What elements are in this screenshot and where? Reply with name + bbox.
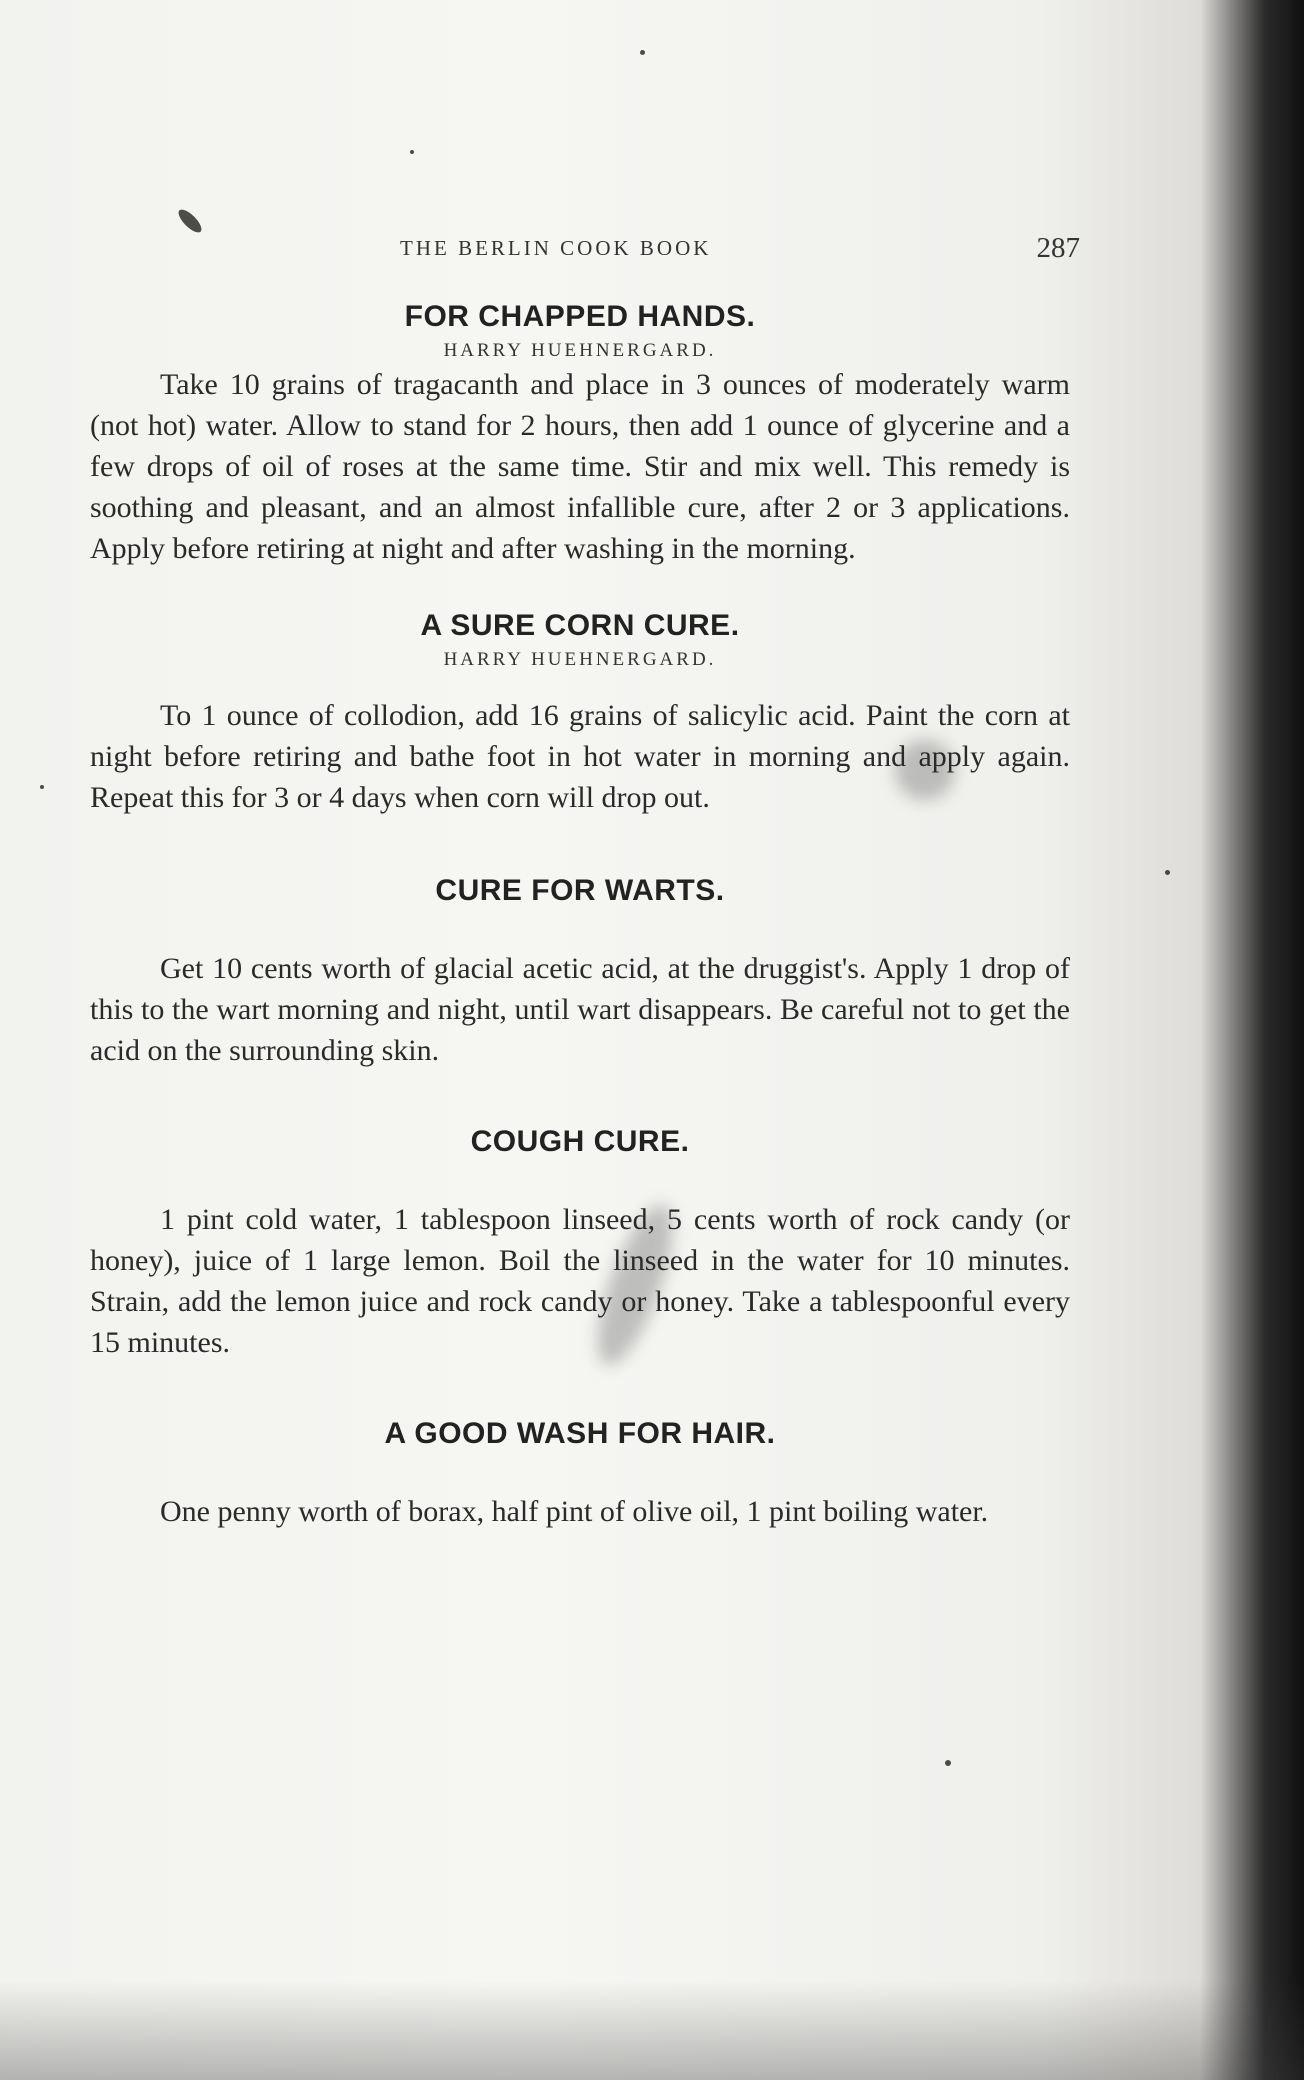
scan-speck (410, 150, 414, 154)
recipe-title: A GOOD WASH FOR HAIR. (384, 1417, 776, 1450)
recipe-author: HARRY HUEHNERGARD. (443, 649, 717, 670)
recipe-title: CURE FOR WARTS. (435, 874, 725, 907)
recipe-chapped-hands (90, 300, 1070, 569)
recipe-warts (90, 874, 1070, 1071)
recipe-text: 1 pint cold water, 1 tablespoon linseed, 5 cents worth of rock candy (or honey), juice of 1 large lemon. Boil the linseed in the water for 10 minutes. Strain, add the lemon juice and rock candy or honey. Take a tablespoonful every 15 minutes. (90, 1203, 1070, 1359)
recipe-hair-wash (90, 1417, 1070, 1532)
recipe-text: Get 10 cents worth of glacial acetic acid, at the druggist's. Apply 1 drop of this to the wart morning and night, until wart disappears. Be careful not to get the acid on the surrounding skin. (90, 952, 1070, 1067)
page-number: 287 (1036, 232, 1080, 264)
recipe-cough-cure (90, 1125, 1070, 1363)
recipe-title: FOR CHAPPED HANDS. (404, 300, 756, 333)
recipe-title: COUGH CURE. (470, 1125, 690, 1158)
scan-speck (640, 50, 645, 55)
recipe-text: One penny worth of borax, half pint of olive oil, 1 pint boiling water. (160, 1495, 989, 1528)
recipe-text: Take 10 grains of tragacanth and place in 3 ounces of moderately warm (not hot) water. Allow to stand for 2 hours, then add 1 ounce of glycerine and a few drops of oil of roses at the same time. Stir and mix well. This remedy is soothing and pleasant, and an almost infallible cure, after 2 or 3 applications. Apply before retiring at night and after washing in the morning. (90, 368, 1070, 565)
recipe-author: HARRY HUEHNERGARD. (443, 340, 717, 361)
recipe-title: A SURE CORN CURE. (420, 609, 740, 642)
scan-speck (1165, 870, 1170, 875)
running-title: THE BERLIN COOK BOOK (400, 236, 712, 260)
running-head (90, 232, 1080, 272)
scan-speck (40, 785, 44, 789)
recipe-text: To 1 ounce of collodion, add 16 grains of salicylic acid. Paint the corn at night before retiring and bathe foot in hot water in morning and apply again. Repeat this for 3 or 4 days when corn will drop out. (90, 699, 1070, 814)
page-content (90, 300, 1070, 1532)
scan-speck (945, 1760, 951, 1766)
recipe-corn-cure (90, 609, 1070, 818)
